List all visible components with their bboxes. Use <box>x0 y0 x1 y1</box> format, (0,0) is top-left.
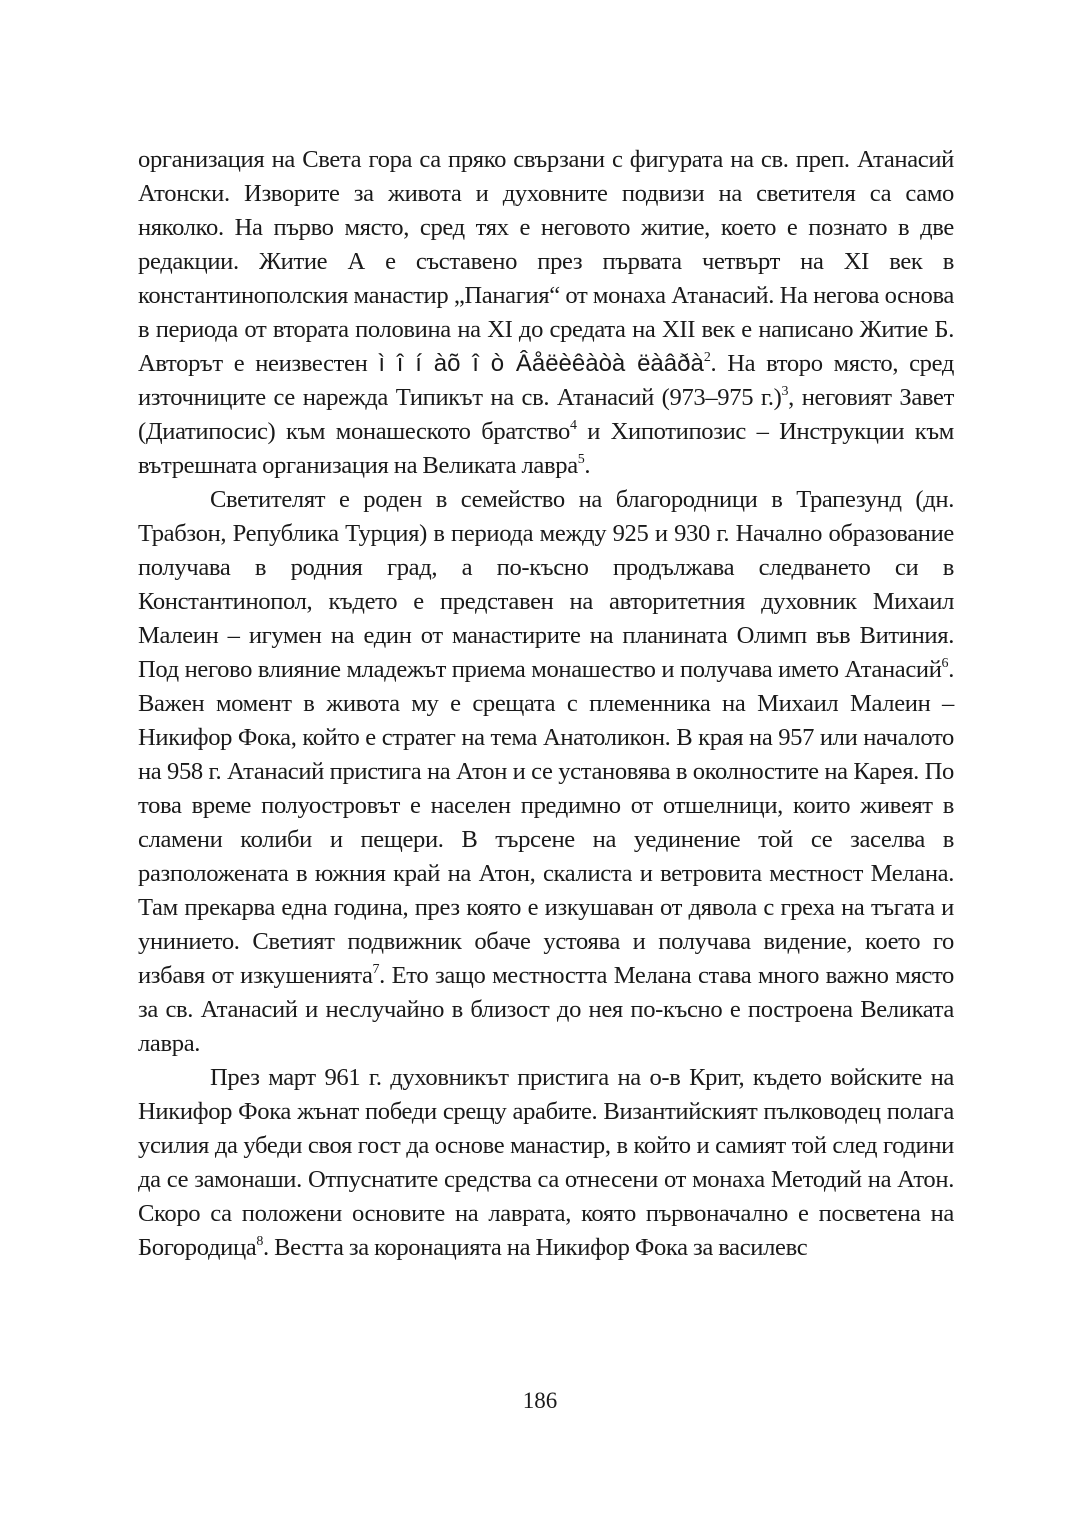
footnote-ref-8[interactable]: 8 <box>256 1233 263 1249</box>
footnote-ref-5[interactable]: 5 <box>577 451 585 467</box>
text-run: . На второ място, сред източниците се нарежда Типикът на св. Атанасий (973–975 г.) <box>138 350 954 411</box>
garbled-text-run: ì î í àõ î ò Âåëèêàòà ëàâðà <box>378 350 704 377</box>
text-run: . <box>584 452 591 479</box>
paragraph-1 <box>138 143 954 483</box>
footnote-ref-4[interactable]: 4 <box>569 417 577 433</box>
page-number: 186 <box>522 1388 558 1413</box>
paragraph-2 <box>138 483 954 1061</box>
text-run: , неговият Завет (Диатипосис) към монашеското братство <box>138 384 954 445</box>
page-body <box>138 143 954 1265</box>
text-run: организация на Света гора са пряко свързани с фигурата на св. преп. Атанасий Атонски. Изворите за живота и духовните подвизи на светителя са само няколко. На първо място, сред тях е неговото житие, което е познато в две редакции. Житие А е съставено през първата четвърт на XI век в константинополския манастир „Панагия“ от монаха Атанасий. На негова основа в периода от втората половина на XI до средата на XII век е написано Житие Б. Авторът е неизвестен <box>138 146 954 377</box>
footnote-ref-2[interactable]: 2 <box>703 349 711 365</box>
text-run: Светителят е роден в семейство на благородници в Трапезунд (дн. Трабзон, Република Турция) в периода между 925 и 930 г. Начално образование получава в родния град, а по-късно продължава следването си в Константинопол, където е представен на авторитетния духовник Михаил Малеин – игумен на един от манастирите на планината Олимп във Витиния. Под негово влияние младежът приема монашество и получава името Атанасий <box>138 486 954 683</box>
text-run: . Вестта за коронацията на Никифор Фока за василевс <box>262 1234 808 1261</box>
text-run: и Хипотипозис – Инструкции към вътрешната организация на Великата лавра <box>138 418 954 479</box>
paragraph-3 <box>138 1061 954 1265</box>
footnote-ref-3[interactable]: 3 <box>781 383 789 399</box>
text-run: През март 961 г. духовникът пристига на о-в Крит, където войските на Никифор Фока жънат победи срещу арабите. Византийският пълководец полага усилия да убеди своя гост да основе манастир, в който и самият той след години да се замонаши. Отпуснатите средства са отнесени от монаха Методий на Атон. Скоро са положени основите на лаврата, която първоначално е посветена на Богородица <box>138 1064 954 1261</box>
text-run: . Важен момент в живота му е срещата с племенника на Михаил Малеин – Никифор Фока, който е стратег на тема Анатоликон. В края на 957 или началото на 958 г. Атанасий пристига на Атон и се установява в околностите на Карея. По това време полуостровът е населен предимно от отшелници, които живеят в сламени колиби и пещери. В търсене на уединение той се заселва в разположената в южния край на Атон, скалиста и ветровита местност Мелана. Там прекарва една година, през която е изкушаван от дявола с греха на тъгата и унинието. Светият подвижник обаче устоява и получава видение, което го избавя от изкушенията <box>138 656 954 989</box>
footnote-ref-7[interactable]: 7 <box>372 961 380 977</box>
text-run: . Ето защо местността Мелана става много важно място за св. Атанасий и неслучайно в близост до нея по-късно е построена Великата лавра. <box>138 962 954 1057</box>
footnote-ref-6[interactable]: 6 <box>941 655 949 671</box>
